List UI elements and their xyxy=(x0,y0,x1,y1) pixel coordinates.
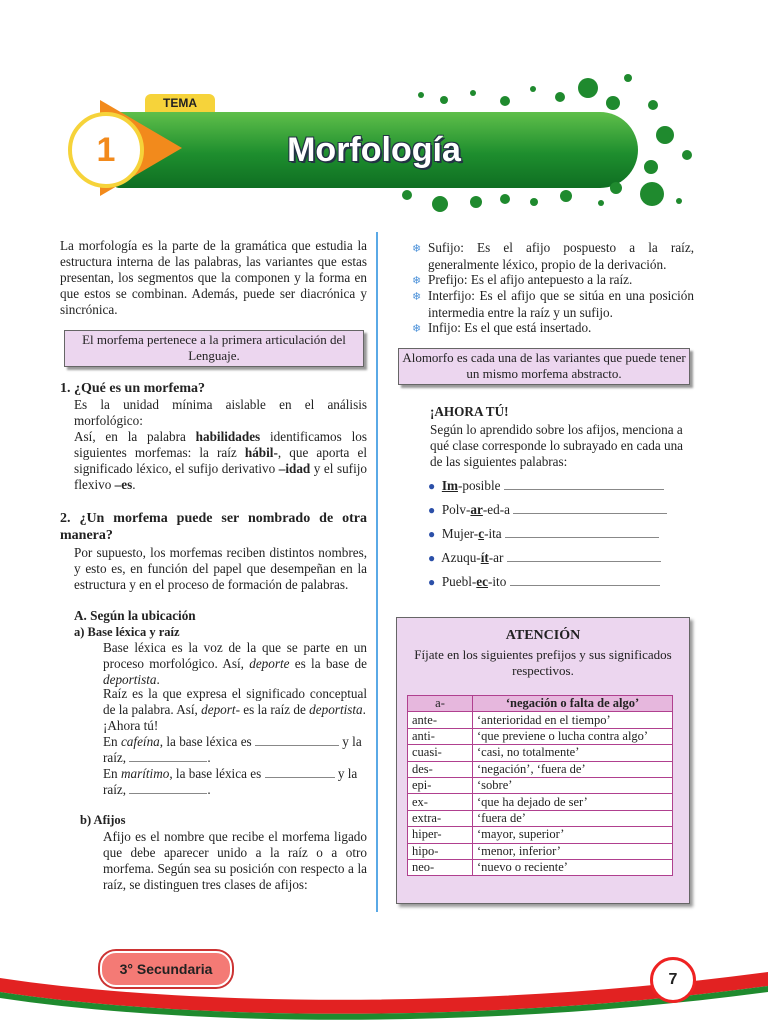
table-row xyxy=(408,728,673,744)
ahora-tu-title: ¡AHORA TÚ! xyxy=(430,404,509,419)
meaning-cell: ‘negación o falta de algo’ xyxy=(473,696,673,712)
table-row xyxy=(408,712,673,728)
question-2-title: 2. ¿Un morfema puede ser nombrado de otra manera? xyxy=(60,511,367,543)
atencion-title: ATENCIÓN xyxy=(505,628,581,643)
table-row xyxy=(408,777,673,793)
section-a-title: A. Según la ubicación xyxy=(74,608,196,623)
meaning-cell: ‘que ha dejado de ser’ xyxy=(473,794,673,810)
table-row xyxy=(408,761,673,777)
answer-blank[interactable] xyxy=(265,767,335,778)
answer-blank[interactable] xyxy=(255,735,339,746)
topic-number: 1 xyxy=(68,112,144,188)
prefix-cell: des- xyxy=(408,761,473,777)
prefix-cell: a- xyxy=(408,696,473,712)
base-lexica-paragraph: Base léxica es la voz de la que se parte en un proceso morfológico. Así, deporte es la base de deportista. xyxy=(103,640,367,687)
answer-blank[interactable] xyxy=(129,751,207,762)
page-number: 7 xyxy=(650,957,696,1003)
answer-blank[interactable] xyxy=(505,527,659,538)
raiz-paragraph: Raíz es la que expresa el significado conceptual de la palabra. Así, deport- es la raíz de deportista. xyxy=(103,686,367,717)
answer-blank[interactable] xyxy=(129,783,207,794)
meaning-cell: ‘sobre’ xyxy=(473,777,673,793)
prefix-cell: anti- xyxy=(408,728,473,744)
ahora-tu-inline: ¡Ahora tú! xyxy=(103,718,159,733)
word-exercise-5: ● Puebl-ec-ito xyxy=(428,574,698,590)
interfijo-item: ❄ Interfijo: Es el afijo que se sitúa en una posición intermedia entre la raíz y un sufijo. xyxy=(412,288,694,320)
morpheme-note-box: El morfema pertenece a la primera articulación del Lenguaje. xyxy=(64,330,364,367)
question-1-title: 1. ¿Qué es un morfema? xyxy=(60,381,206,396)
prefijo-item: ❄ Prefijo: Es el afijo antepuesto a la raíz. xyxy=(412,272,633,287)
infijo-item: ❄ Infijo: Es el que está insertado. xyxy=(412,320,592,335)
prefix-table xyxy=(407,695,673,876)
atencion-text: Fíjate en los siguientes prefijos y sus significados respectivos. xyxy=(414,647,672,678)
prefix-table-header xyxy=(408,696,673,712)
answer-blank[interactable] xyxy=(507,551,661,562)
prefix-cell: hipo- xyxy=(408,843,473,859)
atencion-box xyxy=(396,617,690,904)
table-row xyxy=(408,794,673,810)
ahora-tu-instructions: Según lo aprendido sobre los afijos, menciona a qué clase corresponde lo subrayado en cada una de las siguientes palabras: xyxy=(430,422,684,469)
answer-blank[interactable] xyxy=(510,575,660,586)
prefix-cell: ex- xyxy=(408,794,473,810)
table-row xyxy=(408,827,673,843)
alomorfo-box: Alomorfo es cada una de las variantes que puede tener un mismo morfema abstracto. xyxy=(398,348,690,385)
prefix-cell: hiper- xyxy=(408,827,473,843)
prefix-cell: extra- xyxy=(408,810,473,826)
word-exercise-3: ● Mujer-c-ita xyxy=(428,526,698,542)
meaning-cell: ‘nuevo o reciente’ xyxy=(473,859,673,875)
answer-blank[interactable] xyxy=(504,479,664,490)
page-title: Morfología xyxy=(287,131,461,169)
word-exercise-1: ● Im-posible xyxy=(428,478,698,494)
word-exercise-4: ● Azuqu-ít-ar xyxy=(428,550,698,566)
meaning-cell: ‘menor, inferior’ xyxy=(473,843,673,859)
afijos-paragraph: Afijo es el nombre que recibe el morfema ligado que debe aparecer unido a la raíz o a otro morfema. Según sea su posición con respecto a la raíz, se distinguen tres clases de afijos: xyxy=(103,829,367,892)
prefix-cell: ante- xyxy=(408,712,473,728)
subsection-a-title: a) Base léxica y raíz xyxy=(74,625,180,639)
table-row xyxy=(408,810,673,826)
answer-blank[interactable] xyxy=(513,503,667,514)
q1-paragraph-2: Así, en la palabra habilidades identificamos los siguientes morfemas: la raíz hábil-, que aporta el significado léxico, el sufijo derivativo –idad y el sufijo flexivo –es. xyxy=(74,429,367,492)
tema-label: TEMA xyxy=(145,94,215,112)
table-row xyxy=(408,859,673,875)
meaning-cell: ‘casi, no totalmente’ xyxy=(473,745,673,761)
grade-badge: 3° Secundaria xyxy=(100,951,232,987)
table-row xyxy=(408,745,673,761)
prefix-cell: cuasi- xyxy=(408,745,473,761)
word-exercise-2: ● Polv-ar-ed-a xyxy=(428,502,698,518)
column-divider xyxy=(376,232,378,912)
cafeina-exercise: En cafeína, la base léxica es y la raíz, . xyxy=(103,734,362,765)
subsection-b-title: b) Afijos xyxy=(80,813,126,827)
prefix-cell: epi- xyxy=(408,777,473,793)
meaning-cell: ‘fuera de’ xyxy=(473,810,673,826)
q1-paragraph-1: Es la unidad mínima aislable en el análisis morfológico: xyxy=(74,397,367,428)
meaning-cell: ‘negación’, ‘fuera de’ xyxy=(473,761,673,777)
meaning-cell: ‘mayor, superior’ xyxy=(473,827,673,843)
sufijo-item: ❄ Sufijo: Es el afijo pospuesto a la raíz, generalmente léxico, propio de la derivación. xyxy=(412,240,694,272)
maritimo-exercise: En marítimo, la base léxica es y la raíz, . xyxy=(103,766,358,797)
meaning-cell: ‘que previene o lucha contra algo’ xyxy=(473,728,673,744)
meaning-cell: ‘anterioridad en el tiempo’ xyxy=(473,712,673,728)
prefix-cell: neo- xyxy=(408,859,473,875)
q2-paragraph: Por supuesto, los morfemas reciben distintos nombres, y esto es, en función del papel que desempeñan en la estructura y en el proceso de formación de palabras. xyxy=(74,545,367,592)
intro-paragraph: La morfología es la parte de la gramática que estudia la estructura interna de las palabras, las variantes que estas presentan, los segmentos que la componen y la forma en que estos se combinan. Además, puede ser diacrónica y sincrónica. xyxy=(60,238,367,317)
table-row xyxy=(408,843,673,859)
